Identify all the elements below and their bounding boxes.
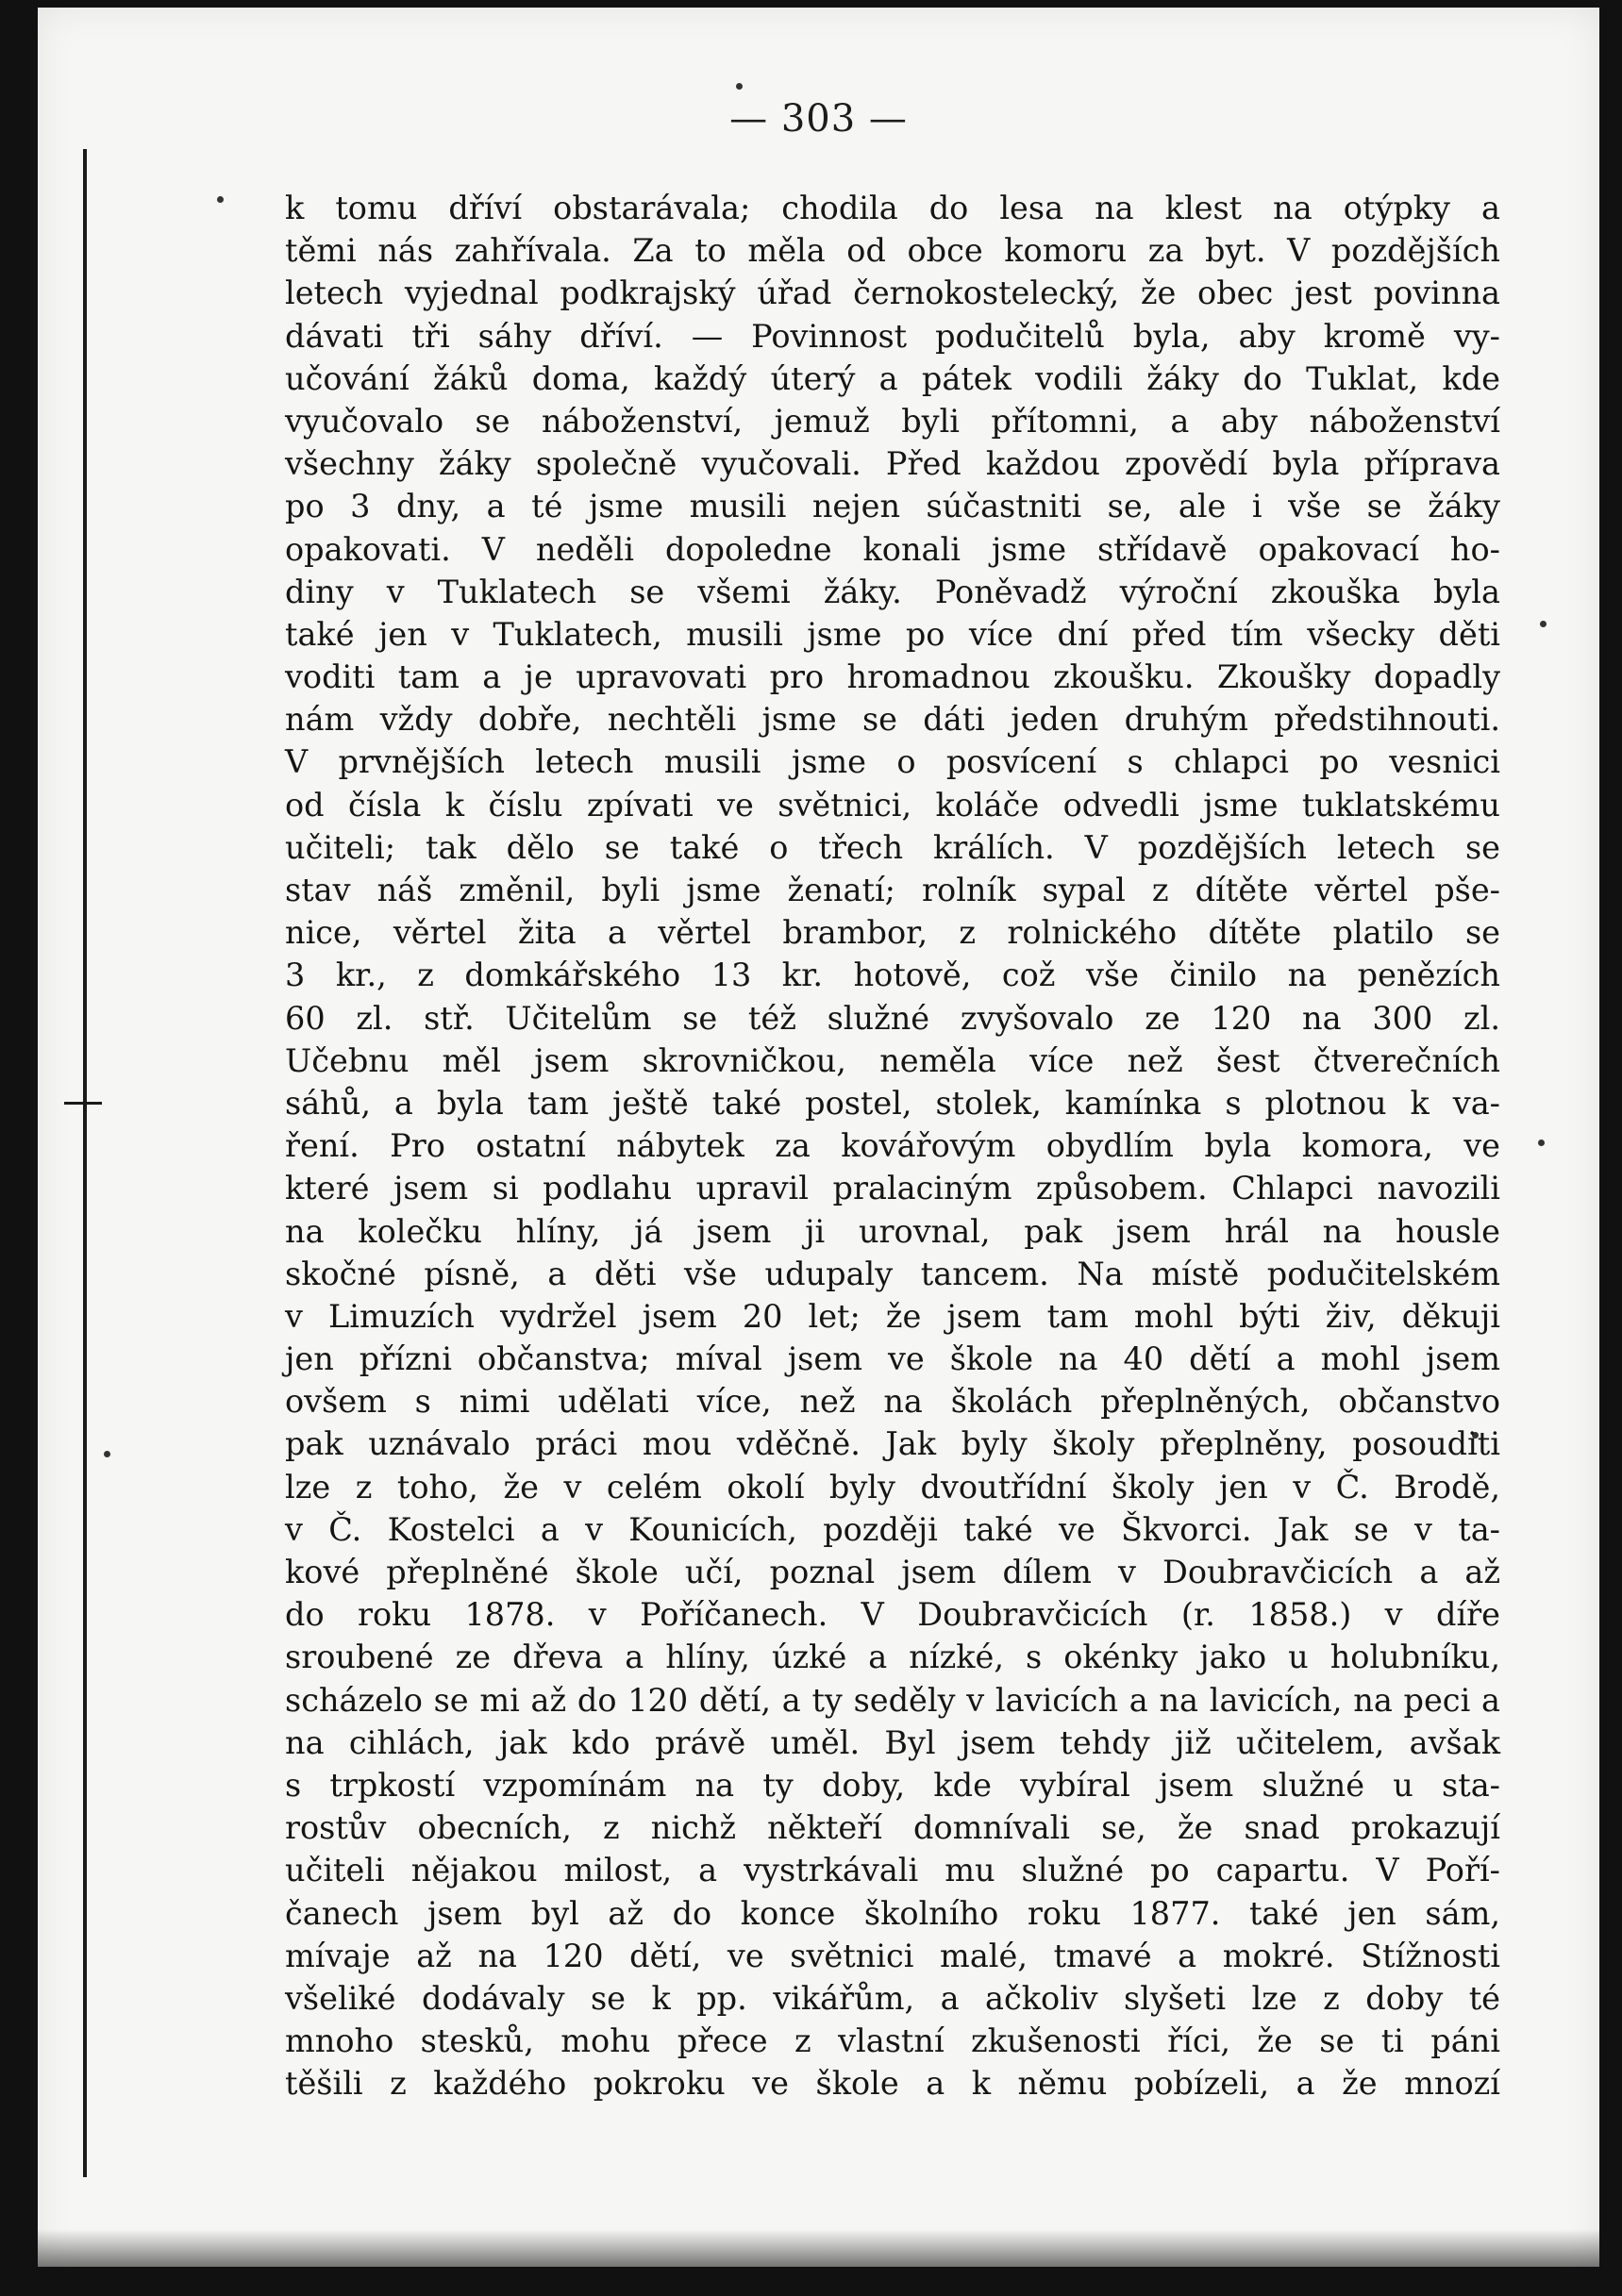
text-line: scházelo se mi až do 120 dětí, a ty seděly v lavicích a na lavicích, na peci a [285, 1681, 1500, 1719]
text-line: v Limuzích vydržel jsem 20 let; že jsem tam mohl býti živ, děkuji [285, 1297, 1500, 1335]
text-line: všechny žáky společně vyučovali. Před každou zpovědí byla příprava [285, 445, 1500, 483]
ink-speck [736, 83, 743, 90]
text-line: učiteli nějakou milost, a vystrkávali mu služné po capartu. V Poří- [285, 1852, 1500, 1889]
text-line: vyučovalo se náboženství, jemuž byli přítomni, a aby náboženství [285, 402, 1500, 440]
text-line: čanech jsem byl až do konce školního roku 1877. také jen sám, [285, 1894, 1500, 1932]
text-line: letech vyjednal podkrajský úřad černokostelecký, že obec jest povinna [285, 275, 1500, 312]
text-line: všeliké dodávaly se k pp. vikářům, a ačkoliv slyšeti lze z doby té [285, 1979, 1500, 2017]
text-line: učování žáků doma, každý úterý a pátek vodili žáky do Tuklat, kde [285, 359, 1500, 397]
text-line: v Č. Kostelci a v Kounicích, později také ve Škvorci. Jak se v ta- [285, 1510, 1500, 1548]
text-line: pak uznávalo práci mou vděčně. Jak byly školy přeplněny, posouditi [285, 1425, 1500, 1463]
text-line: také jen v Tuklatech, musili jsme po více dní před tím všecky děti [285, 615, 1500, 653]
text-line: diny v Tuklatech se všemi žáky. Poněvadž výroční zkouška byla [285, 573, 1500, 610]
book-page [38, 8, 1599, 2267]
text-line: ření. Pro ostatní nábytek za kovářovým obydlím byla komora, ve [285, 1127, 1500, 1165]
text-line: V prvnějších letech musili jsme o posvícení s chlapci po vesnici [285, 743, 1500, 781]
text-line: těšili z každého pokroku ve škole a k němu pobízeli, a že mnozí [285, 2065, 1500, 2103]
text-line: Učebnu měl jsem skrovničkou, neměla více než šest čtverečních [285, 1041, 1500, 1079]
text-line: sroubené ze dřeva a hlíny, úzké a nízké, s okénky jako u holubníku, [285, 1639, 1500, 1676]
body-text [285, 187, 1500, 2105]
text-line: těmi nás zahřívala. Za to měla od obce komoru za byt. V pozdějších [285, 232, 1500, 270]
text-line: od čísla k číslu zpívati ve světnici, koláče odvedli jsme tuklatskému [285, 786, 1500, 824]
ink-speck [1538, 1140, 1545, 1146]
text-line: nice, věrtel žita a věrtel brambor, z rolnického dítěte platilo se [285, 914, 1500, 952]
text-line: voditi tam a je upravovati pro hromadnou zkoušku. Zkoušky dopadly [285, 658, 1500, 696]
page-edge-rule [83, 149, 87, 2177]
text-line: po 3 dny, a té jsme musili nejen súčastniti se, ale i vše se žáky [285, 488, 1500, 525]
text-line: 60 zl. stř. Učitelům se též služné zvyšovalo ze 120 na 300 zl. [285, 999, 1500, 1037]
text-line: sáhů, a byla tam ještě také postel, stolek, kamínka s plotnou k va- [285, 1084, 1500, 1122]
page-number: — 303 — [729, 97, 908, 141]
text-line: mívaje až na 120 dětí, ve světnici malé, tmavé a mokré. Stížnosti [285, 1937, 1500, 1974]
ink-speck [1540, 621, 1547, 627]
text-line: lze z toho, že v celém okolí byly dvoutřídní školy jen v Č. Brodě, [285, 1468, 1500, 1506]
text-line: skočné písně, a děti vše udupaly tancem. Na místě podučitelském [285, 1255, 1500, 1292]
text-line: rostův obecních, z nichž někteří domnívali se, že snad prokazují [285, 1809, 1500, 1847]
text-line: na cihlách, jak kdo právě uměl. Byl jsem tehdy již učitelem, avšak [285, 1723, 1500, 1761]
ink-speck [217, 196, 224, 203]
text-line: nám vždy dobře, nechtěli jsme se dáti jeden druhým předstihnouti. [285, 701, 1500, 739]
text-line: do roku 1878. v Poříčanech. V Doubravčicích (r. 1858.) v díře [285, 1596, 1500, 1634]
text-line: opakovati. V neděli dopoledne konali jsme střídavě opakovací ho- [285, 530, 1500, 568]
ink-speck [104, 1451, 110, 1457]
text-line: učiteli; tak dělo se také o třech králích. V pozdějších letech se [285, 828, 1500, 866]
text-line: dávati tři sáhy dříví. — Povinnost podučitelů byla, aby kromě vy- [285, 317, 1500, 355]
text-line: které jsem si podlahu upravil pralaciným způsobem. Chlapci navozili [285, 1170, 1500, 1207]
text-line: 3 kr., z domkářského 13 kr. hotově, což vše činilo na penězích [285, 957, 1500, 994]
text-line: na kolečku hlíny, já jsem ji urovnal, pak jsem hrál na housle [285, 1212, 1500, 1250]
text-line: stav náš změnil, byli jsme ženatí; rolník sypal z dítěte věrtel pše- [285, 872, 1500, 908]
text-line: jen přízni občanstva; míval jsem ve škole na 40 dětí a mohl jsem [285, 1340, 1500, 1378]
text-line: s trpkostí vzpomínám na ty doby, kde vybíral jsem služné u sta- [285, 1766, 1500, 1804]
text-line: mnoho stesků, mohu přece z vlastní zkušenosti říci, že se ti páni [285, 2022, 1500, 2060]
page-bottom-shadow [38, 2229, 1599, 2267]
text-line: k tomu dříví obstarávala; chodila do lesa na klest na otýpky a [285, 190, 1500, 226]
text-line: ovšem s nimi udělati více, než na školách přeplněných, občanstvo [285, 1383, 1500, 1421]
page-edge-tick [64, 1102, 102, 1105]
text-line: kové přeplněné škole učí, poznal jsem dílem v Doubravčicích a až [285, 1554, 1500, 1590]
